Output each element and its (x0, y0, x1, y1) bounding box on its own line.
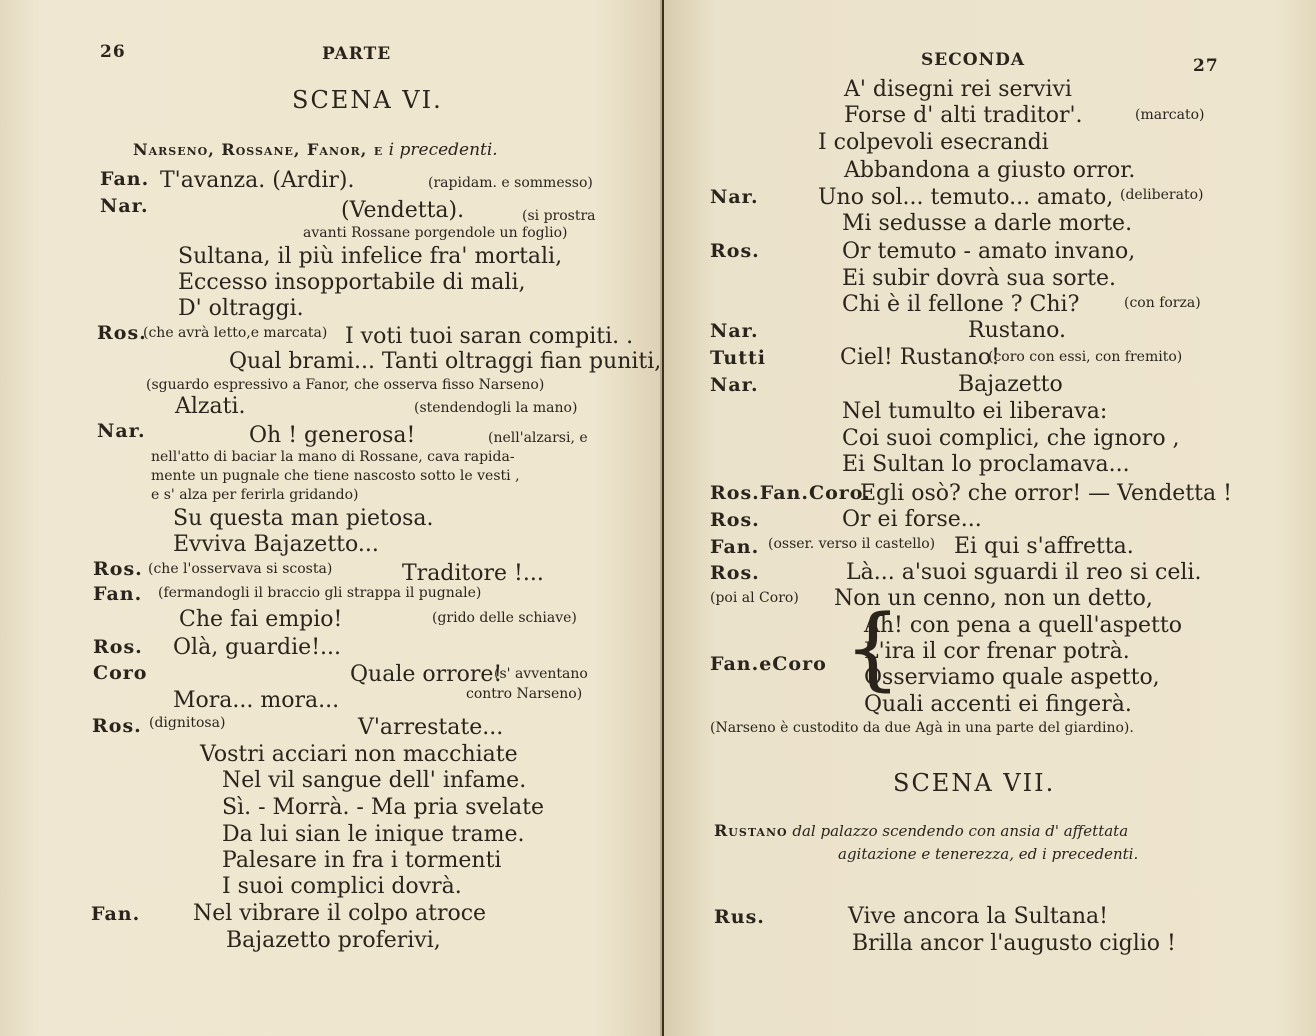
speaker: Fan. (100, 168, 150, 190)
verse-line: Or ei forse... (842, 507, 982, 532)
verse-line: Da lui sian le inique trame. (222, 822, 525, 847)
speaker: Fan. (91, 903, 141, 925)
verse-line: I suoi complici dovrà. (222, 874, 462, 899)
speaker: Fan. (710, 536, 760, 558)
scene-title-vii: SCENA VII. (893, 769, 1056, 797)
speaker: Ros. (710, 509, 760, 531)
stage-direction: e s' alza per ferirla gridando) (151, 487, 359, 503)
speaker: Nar. (710, 374, 759, 396)
stage-direction: (stendendogli la mano) (414, 400, 578, 416)
speaker: Rus. (714, 906, 765, 928)
stage-direction-line (714, 823, 1128, 839)
verse-line: Forse d' alti traditor'. (844, 103, 1083, 128)
verse-line: Là... a'suoi sguardi il reo si celi. (846, 560, 1202, 585)
stage-direction: (coro con essi, con fremito) (988, 349, 1183, 365)
verse-line: Traditore !... (402, 561, 544, 586)
speaker: Tutti (710, 347, 766, 369)
verse-line: Oh ! generosa! (249, 423, 416, 448)
page-number-left: 26 (100, 42, 126, 62)
speaker: Nar. (710, 320, 759, 342)
character-name: Rustano (714, 821, 788, 840)
speaker: Nar. (100, 195, 149, 217)
stage-direction: (Narseno è custodito da due Agà in una parte del giardino). (710, 720, 1134, 736)
verse-line: Mi sedusse a darle morte. (842, 211, 1133, 236)
speaker: Fan.eCoro (710, 653, 827, 675)
verse-line: Quale orrore! (350, 662, 503, 687)
stage-direction: (dignitosa) (149, 715, 226, 731)
stage-direction: avanti Rossane porgendole un foglio) (303, 225, 568, 241)
verse-line: Nel vibrare il colpo atroce (193, 901, 487, 926)
verse-line: Palesare in fra i tormenti (222, 848, 502, 873)
speaker: Ros. (93, 558, 143, 580)
stage-direction: (poi al Coro) (710, 590, 799, 606)
speaker: Fan. (93, 583, 143, 605)
stage-direction: dal palazzo scendendo con ansia d' affettata (792, 822, 1129, 840)
speaker: Ros.Fan.Coro. (710, 482, 871, 504)
verse-line: Bajazetto (958, 372, 1063, 397)
characters-names: Narseno, Rossane, Fanor, e (133, 140, 384, 159)
speaker: Ros. (92, 715, 142, 737)
speaker: Nar. (97, 420, 146, 442)
left-brace: { (844, 596, 902, 701)
verse-line: Bajazetto proferivi, (226, 928, 441, 953)
running-head-left: PARTE (322, 44, 392, 64)
stage-direction: contro Narseno) (466, 686, 583, 702)
stage-direction: (osser. verso il castello) (768, 536, 936, 552)
verse-line: Su questa man pietosa. (173, 506, 434, 531)
speaker: Coro (93, 662, 148, 684)
verse-line: Egli osò? che orror! — Vendetta ! (860, 481, 1232, 506)
verse-line: I voti tuoi saran compiti. . (345, 324, 634, 349)
stage-direction: (grido delle schiave) (432, 610, 577, 626)
verse-line: Eccesso insopportabile di mali, (178, 270, 526, 295)
verse-line: Alzati. (175, 394, 246, 419)
verse-line: Olà, guardie!... (173, 635, 342, 660)
stage-direction: (fermandogli il braccio gli strappa il pugnale) (158, 585, 482, 601)
stage-direction: (che l'osservava si scosta) (148, 561, 333, 577)
stage-direction: (deliberato) (1120, 187, 1204, 203)
verse-line: Mora... mora... (173, 688, 340, 713)
characters-line (133, 142, 498, 159)
verse-line: V'arrestate... (358, 715, 504, 740)
verse-line: Rustano. (968, 318, 1067, 343)
verse-line: Sì. - Morrà. - Ma pria svelate (222, 795, 544, 820)
verse-line: T'avanza. (Ardir). (160, 168, 355, 193)
speaker: Ros. (710, 562, 760, 584)
stage-direction: (nell'alzarsi, e (488, 430, 588, 446)
characters-rest: i precedenti. (388, 140, 498, 160)
speaker: Ros. (97, 322, 147, 344)
speaker: Ros. (710, 240, 760, 262)
verse-line: Ei subir dovrà sua sorte. (842, 266, 1117, 291)
verse-line: Ei Sultan lo proclamava... (842, 452, 1130, 477)
verse-line: Che fai empio! (179, 607, 343, 632)
verse-line: Quali accenti ei fingerà. (864, 692, 1132, 717)
stage-direction: (si prostra (522, 208, 596, 224)
stage-direction: (s' avventano (494, 666, 588, 682)
verse-line: Ciel! Rustano! (840, 345, 1000, 370)
verse-line: Abbandona a giusto orror. (844, 158, 1136, 183)
stage-direction: (marcato) (1135, 107, 1205, 123)
right-page (664, 0, 1316, 1036)
stage-direction: (con forza) (1124, 295, 1201, 311)
stage-direction: nell'atto di baciar la mano di Rossane, cava rapida- (151, 449, 515, 465)
stage-direction: mente un pugnale che tiene nascosto sotto le vesti , (151, 468, 520, 484)
verse-line: Non un cenno, non un detto, (834, 586, 1153, 611)
verse-line: A' disegni rei servivi (844, 77, 1072, 102)
verse-line: Brilla ancor l'augusto ciglio ! (852, 931, 1176, 956)
page-number-right: 27 (1193, 56, 1219, 76)
scene-title: SCENA VI. (292, 86, 443, 114)
verse-line: Ei qui s'affretta. (954, 534, 1134, 559)
stage-direction: (sguardo espressivo a Fanor, che osserva fisso Narseno) (146, 377, 545, 393)
verse-line: Vostri acciari non macchiate (200, 742, 518, 767)
verse-line: Or temuto - amato invano, (842, 239, 1136, 264)
verse-line: Chi è il fellone ? Chi? (842, 292, 1080, 317)
verse-line: L'ira il cor frenar potrà. (864, 639, 1130, 664)
verse-line: Coi suoi complici, che ignoro , (842, 426, 1180, 451)
verse-line: (Vendetta). (341, 198, 465, 223)
stage-direction: (che avrà letto,e marcata) (143, 325, 328, 341)
verse-line: Ah! con pena a quell'aspetto (864, 613, 1182, 638)
verse-line: Vive ancora la Sultana! (848, 904, 1108, 929)
verse-line: Nel vil sangue dell' infame. (222, 768, 527, 793)
stage-direction: agitazione e tenerezza, ed i precedenti. (838, 845, 1139, 863)
verse-line: Evviva Bajazetto... (173, 532, 379, 557)
verse-line: I colpevoli esecrandi (818, 130, 1049, 155)
stage-direction: (rapidam. e sommesso) (428, 175, 593, 191)
verse-line: Qual brami... Tanti oltraggi fian puniti, (229, 349, 662, 374)
verse-line: Uno sol... temuto... amato, (818, 185, 1114, 210)
verse-line: Osserviamo quale aspetto, (864, 665, 1160, 690)
running-head-right: SECONDA (921, 50, 1026, 70)
speaker: Ros. (93, 636, 143, 658)
verse-line: D' oltraggi. (178, 296, 304, 321)
verse-line: Sultana, il più infelice fra' mortali, (178, 244, 563, 269)
speaker: Nar. (710, 186, 759, 208)
verse-line: Nel tumulto ei liberava: (842, 399, 1108, 424)
